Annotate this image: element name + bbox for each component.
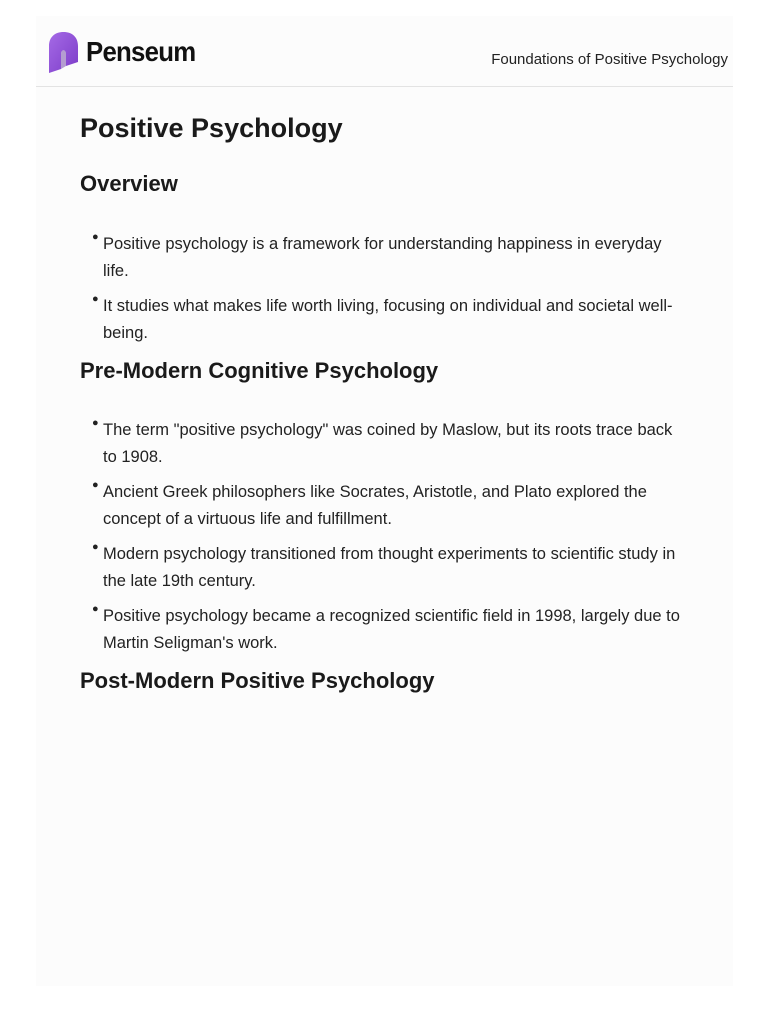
list-item <box>80 479 680 533</box>
list-item-text: Ancient Greek philosophers like Socrates, Aristotle, and Plato explored the concept of a virtuous life and fulfillment. <box>103 483 647 528</box>
bullet-dot-icon: ● <box>92 417 99 429</box>
bullet-list-pre-modern <box>80 417 680 657</box>
bullet-list-overview <box>80 231 680 347</box>
bullet-dot-icon: ● <box>92 231 99 243</box>
bullet-dot-icon: ● <box>92 603 99 615</box>
list-item <box>80 541 680 595</box>
list-item <box>80 231 680 285</box>
page-header <box>36 16 733 87</box>
brand-name: Penseum <box>86 36 196 67</box>
list-item-text: Positive psychology is a framework for understanding happiness in everyday life. <box>103 235 662 280</box>
list-item-text: The term "positive psychology" was coined by Maslow, but its roots trace back to 1908. <box>103 421 673 466</box>
list-item <box>80 417 680 471</box>
bullet-dot-icon: ● <box>92 541 99 553</box>
section-heading-post-modern: Post-Modern Positive Psychology <box>80 668 435 693</box>
list-item-text: Positive psychology became a recognized scientific field in 1998, largely due to Martin Seligman's work. <box>103 607 680 652</box>
bullet-dot-icon: ● <box>92 293 99 305</box>
section-heading-pre-modern: Pre-Modern Cognitive Psychology <box>80 358 439 383</box>
bullet-dot-icon: ● <box>92 479 99 491</box>
list-item <box>80 603 680 657</box>
document-content <box>80 108 680 697</box>
penseum-logo-icon <box>49 32 78 73</box>
course-title: Foundations of Positive Psychology <box>491 51 728 68</box>
document-page <box>36 16 733 986</box>
brand[interactable] <box>49 31 205 73</box>
section-heading-overview: Overview <box>80 171 178 196</box>
list-item-text: It studies what makes life worth living, focusing on individual and societal well-being. <box>103 297 673 342</box>
list-item-text: Modern psychology transitioned from thought experiments to scientific study in the late 19th century. <box>103 545 676 590</box>
list-item <box>80 293 680 347</box>
page-title: Positive Psychology <box>80 113 343 143</box>
